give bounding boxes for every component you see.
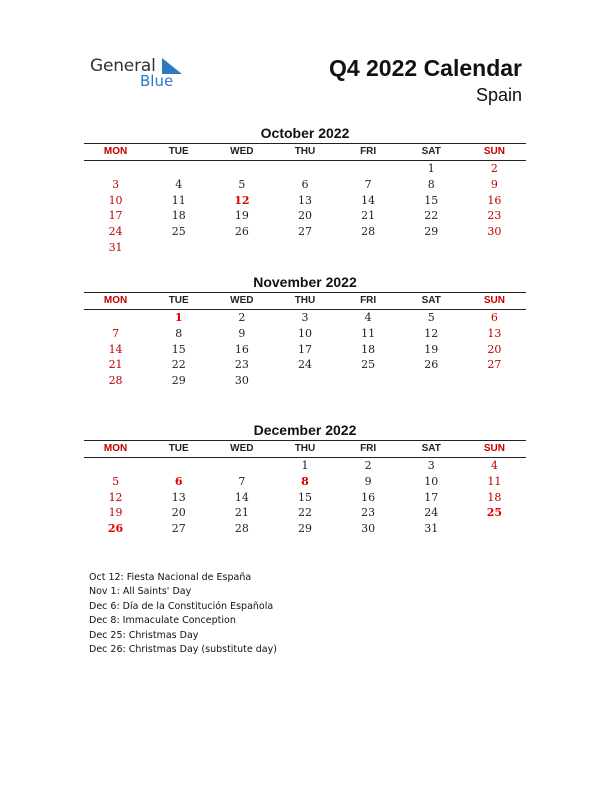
day-cell: 4 bbox=[490, 459, 498, 472]
weekday-label: WED bbox=[230, 146, 254, 157]
week-row bbox=[84, 505, 526, 521]
day-cell: 17 bbox=[297, 342, 312, 356]
day-cell: 26 bbox=[107, 522, 124, 536]
week-row bbox=[84, 326, 526, 342]
empty-day-cell bbox=[210, 161, 273, 177]
empty-day-cell bbox=[337, 373, 400, 389]
month-grid bbox=[84, 161, 526, 256]
day-cell: 9 bbox=[238, 326, 246, 340]
holiday-item: Dec 25: Christmas Day bbox=[89, 629, 199, 641]
weekday-label: MON bbox=[103, 146, 128, 157]
day-cell: 10 bbox=[297, 326, 312, 340]
day-cell: 19 bbox=[108, 506, 123, 520]
day-cell: 22 bbox=[171, 358, 186, 372]
month-december bbox=[84, 421, 526, 537]
day-cell: 28 bbox=[234, 522, 249, 536]
day-cell: 7 bbox=[238, 474, 246, 488]
day-cell: 7 bbox=[112, 326, 120, 340]
week-row bbox=[84, 490, 526, 506]
day-cell: 31 bbox=[108, 240, 123, 254]
weekday-label: TUE bbox=[168, 146, 189, 157]
day-cell: 19 bbox=[234, 209, 249, 223]
day-cell: 31 bbox=[424, 522, 439, 536]
day-cell: 11 bbox=[361, 326, 376, 340]
empty-day-cell bbox=[273, 373, 336, 389]
day-cell: 2 bbox=[364, 459, 372, 472]
weekday-label: WED bbox=[230, 295, 254, 306]
day-cell: 30 bbox=[234, 374, 249, 388]
day-cell: 27 bbox=[487, 358, 502, 372]
day-cell: 3 bbox=[112, 177, 120, 191]
holiday-item: Oct 12: Fiesta Nacional de España bbox=[89, 572, 252, 583]
week-row bbox=[84, 310, 526, 326]
weekday-label: SAT bbox=[421, 443, 441, 454]
week-row bbox=[84, 357, 526, 373]
day-cell: 30 bbox=[487, 225, 502, 239]
day-cell: 5 bbox=[112, 474, 120, 488]
day-cell: 27 bbox=[171, 522, 186, 536]
weekday-header-row bbox=[84, 440, 526, 458]
day-cell: 19 bbox=[424, 342, 439, 356]
weekday-header-row bbox=[84, 143, 526, 161]
weekday-label: WED bbox=[230, 443, 254, 454]
day-cell: 20 bbox=[297, 209, 312, 223]
day-cell: 4 bbox=[364, 311, 372, 324]
week-row bbox=[84, 521, 526, 537]
day-cell: 27 bbox=[297, 225, 312, 239]
day-cell: 16 bbox=[361, 490, 376, 504]
month-november bbox=[84, 273, 526, 389]
day-cell: 15 bbox=[424, 193, 439, 207]
day-cell: 7 bbox=[364, 177, 372, 191]
day-cell: 9 bbox=[490, 177, 498, 191]
day-cell: 29 bbox=[297, 522, 312, 536]
page-title: Q4 2022 Calendar bbox=[328, 55, 522, 81]
empty-day-cell bbox=[273, 161, 336, 177]
day-cell: 10 bbox=[424, 474, 439, 488]
empty-day-cell bbox=[84, 161, 147, 177]
day-cell: 18 bbox=[487, 490, 502, 504]
empty-day-cell bbox=[337, 240, 400, 256]
week-row bbox=[84, 224, 526, 240]
day-cell: 1 bbox=[301, 459, 309, 472]
day-cell: 8 bbox=[427, 177, 435, 191]
weekday-label: SAT bbox=[421, 295, 441, 306]
day-cell: 12 bbox=[424, 326, 439, 340]
holiday-item: Nov 1: All Saints' Day bbox=[89, 586, 192, 598]
day-cell: 22 bbox=[424, 209, 439, 223]
day-cell: 23 bbox=[234, 358, 249, 372]
empty-day-cell bbox=[147, 458, 210, 474]
day-cell: 23 bbox=[361, 506, 376, 520]
month-october bbox=[84, 124, 526, 256]
day-cell: 6 bbox=[490, 311, 498, 324]
week-row bbox=[84, 208, 526, 224]
day-cell: 21 bbox=[361, 209, 376, 223]
day-cell: 24 bbox=[424, 506, 439, 520]
day-cell: 18 bbox=[361, 342, 376, 356]
empty-day-cell bbox=[84, 458, 147, 474]
weekday-label: THU bbox=[294, 295, 316, 306]
day-cell: 28 bbox=[361, 225, 376, 239]
month-title: December 2022 bbox=[253, 422, 357, 438]
country-name: Spain bbox=[475, 85, 522, 105]
day-cell: 13 bbox=[297, 193, 312, 207]
day-cell: 1 bbox=[427, 162, 435, 175]
weekday-label: THU bbox=[294, 146, 316, 157]
day-cell: 18 bbox=[171, 209, 186, 223]
day-cell: 29 bbox=[424, 225, 439, 239]
week-row bbox=[84, 342, 526, 358]
day-cell: 16 bbox=[487, 193, 502, 207]
week-row bbox=[84, 373, 526, 389]
day-cell: 3 bbox=[427, 459, 435, 472]
weekday-label: SUN bbox=[483, 295, 505, 306]
day-cell: 5 bbox=[238, 177, 246, 191]
month-title: October 2022 bbox=[260, 125, 350, 141]
day-cell: 9 bbox=[364, 474, 372, 488]
weekday-label: THU bbox=[294, 443, 316, 454]
day-cell: 30 bbox=[361, 522, 376, 536]
logo bbox=[90, 56, 200, 96]
day-cell: 1 bbox=[174, 311, 183, 324]
day-cell: 25 bbox=[171, 225, 186, 239]
holiday-list bbox=[89, 571, 277, 657]
day-cell: 17 bbox=[424, 490, 439, 504]
day-cell: 3 bbox=[301, 311, 309, 324]
day-cell: 13 bbox=[171, 490, 186, 504]
month-title: November 2022 bbox=[253, 274, 357, 290]
day-cell: 13 bbox=[487, 326, 502, 340]
day-cell: 2 bbox=[238, 311, 246, 324]
week-row bbox=[84, 177, 526, 193]
weekday-label: MON bbox=[103, 295, 128, 306]
empty-day-cell bbox=[463, 373, 526, 389]
day-cell: 11 bbox=[171, 193, 186, 207]
day-cell: 14 bbox=[234, 490, 249, 504]
day-cell: 20 bbox=[171, 506, 186, 520]
week-row bbox=[84, 240, 526, 256]
weekday-label: FRI bbox=[360, 146, 377, 157]
weekday-label: FRI bbox=[360, 295, 377, 306]
day-cell: 14 bbox=[361, 193, 376, 207]
weekday-label: FRI bbox=[360, 443, 377, 454]
day-cell: 17 bbox=[108, 209, 123, 223]
holiday-item: Dec 6: Día de la Constitución Española bbox=[89, 600, 274, 612]
weekday-label: TUE bbox=[168, 443, 189, 454]
day-cell: 10 bbox=[108, 193, 123, 207]
holiday-item: Dec 26: Christmas Day (substitute day) bbox=[89, 643, 277, 655]
day-cell: 11 bbox=[487, 474, 502, 488]
week-row bbox=[84, 161, 526, 177]
day-cell: 24 bbox=[108, 225, 123, 239]
day-cell: 2 bbox=[490, 162, 498, 175]
day-cell: 14 bbox=[108, 342, 123, 356]
empty-day-cell bbox=[400, 240, 463, 256]
empty-day-cell bbox=[147, 240, 210, 256]
day-cell: 15 bbox=[297, 490, 312, 504]
week-row bbox=[84, 474, 526, 490]
empty-day-cell bbox=[337, 161, 400, 177]
empty-day-cell bbox=[400, 373, 463, 389]
day-cell: 23 bbox=[487, 209, 502, 223]
day-cell: 12 bbox=[108, 490, 123, 504]
weekday-label: SUN bbox=[483, 146, 505, 157]
day-cell: 4 bbox=[175, 177, 183, 191]
day-cell: 26 bbox=[234, 225, 249, 239]
day-cell: 24 bbox=[297, 358, 312, 372]
weekday-label: TUE bbox=[168, 295, 189, 306]
day-cell: 15 bbox=[171, 342, 186, 356]
month-grid bbox=[84, 458, 526, 537]
day-cell: 21 bbox=[234, 506, 249, 520]
holiday-item: Dec 8: Immaculate Conception bbox=[89, 615, 236, 627]
day-cell: 16 bbox=[234, 342, 249, 356]
day-cell: 20 bbox=[487, 342, 502, 356]
day-cell: 5 bbox=[427, 311, 435, 324]
week-row bbox=[84, 458, 526, 474]
empty-day-cell bbox=[210, 458, 273, 474]
day-cell: 25 bbox=[361, 358, 376, 372]
day-cell: 12 bbox=[234, 193, 250, 207]
day-cell: 28 bbox=[108, 374, 123, 388]
empty-day-cell bbox=[463, 521, 526, 537]
day-cell: 6 bbox=[301, 177, 309, 191]
logo-text-blue: Blue bbox=[140, 72, 174, 90]
empty-day-cell bbox=[273, 240, 336, 256]
empty-day-cell bbox=[463, 240, 526, 256]
day-cell: 26 bbox=[424, 358, 439, 372]
day-cell: 21 bbox=[108, 358, 123, 372]
empty-day-cell bbox=[147, 161, 210, 177]
day-cell: 22 bbox=[297, 506, 312, 520]
day-cell: 6 bbox=[174, 474, 183, 488]
empty-day-cell bbox=[210, 240, 273, 256]
day-cell: 8 bbox=[175, 326, 183, 340]
empty-day-cell bbox=[84, 310, 147, 326]
weekday-label: MON bbox=[103, 443, 128, 454]
logo-text-general: General bbox=[90, 56, 156, 76]
day-cell: 25 bbox=[486, 506, 503, 520]
weekday-header-row bbox=[84, 292, 526, 310]
week-row bbox=[84, 193, 526, 209]
day-cell: 8 bbox=[301, 474, 309, 488]
month-grid bbox=[84, 310, 526, 389]
weekday-label: SUN bbox=[483, 443, 505, 454]
weekday-label: SAT bbox=[421, 146, 441, 157]
day-cell: 29 bbox=[171, 374, 186, 388]
